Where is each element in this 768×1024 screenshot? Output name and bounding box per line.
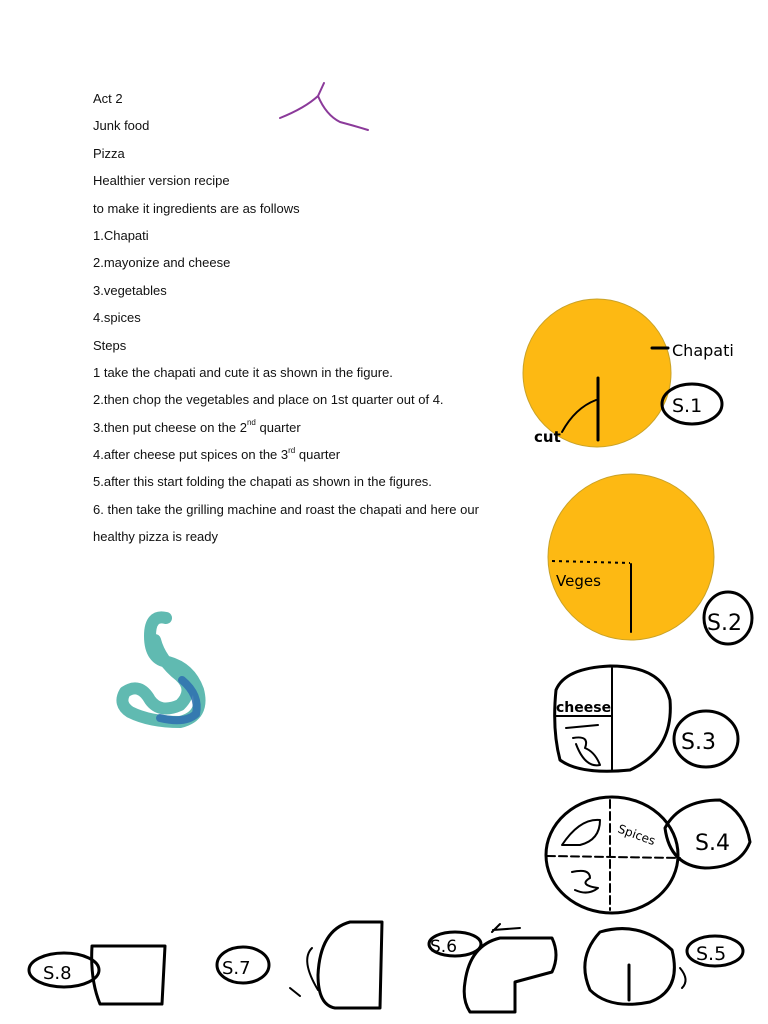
- label-s4: S.4: [695, 831, 730, 856]
- sticker-swirl: [122, 617, 199, 722]
- doc-dish: Pizza: [93, 145, 125, 161]
- step-4-sup: rd: [288, 445, 296, 455]
- veges-label: Veges: [556, 572, 601, 590]
- circle-s4: [546, 797, 678, 913]
- ingredient-item: 2.mayonize and cheese: [93, 255, 231, 271]
- step-4-text: 4.after cheese put spices on the 3: [93, 447, 289, 463]
- cheese-squiggle: [566, 725, 600, 765]
- galaxy-sticker: [122, 617, 199, 722]
- figure-s1: [523, 299, 734, 447]
- step-2: 2.then chop the vegetables and place on 1st quarter out of 4.: [93, 392, 444, 408]
- purple-squiggle: [280, 83, 368, 130]
- quarter-line-s3: [556, 668, 612, 770]
- cut-label: cut: [534, 428, 561, 446]
- step-3-tail: quarter: [255, 419, 301, 435]
- veges-squiggle-s4: [562, 820, 600, 845]
- step-3-text: 3.then put cheese on the 2: [93, 419, 247, 435]
- doc-title: Act 2: [93, 91, 123, 106]
- arrow-s6: [492, 924, 520, 932]
- label-s7: S.7: [222, 958, 251, 979]
- label-s6: S.6: [430, 937, 458, 957]
- ingredient-item: 3.vegetables: [93, 282, 167, 298]
- label-s1: S.1: [672, 395, 703, 417]
- label-s3: S.3: [681, 730, 716, 755]
- hook-s5: [680, 968, 686, 988]
- figure-s2: [548, 474, 752, 644]
- figure-s3: [555, 666, 738, 771]
- ingredient-item: 1.Chapati: [93, 227, 149, 243]
- figure-s5: [585, 929, 743, 1005]
- figure-s8: [29, 946, 165, 1004]
- doc-topic: Junk food: [93, 118, 150, 134]
- chapati-label: Chapati: [672, 341, 734, 360]
- shape-s7: [318, 922, 382, 1008]
- ingredient-item: 4.spices: [93, 310, 141, 326]
- step-5: 5.after this start folding the chapati as shown in the figures.: [93, 474, 432, 490]
- step-1: 1 take the chapati and cute it as shown in the figure.: [93, 364, 393, 380]
- fold-mark-s7: [290, 948, 318, 996]
- label-s8: S.8: [43, 963, 72, 984]
- step-3-sup: nd: [246, 418, 256, 428]
- cheese-squiggle-s4: [572, 871, 598, 893]
- cheese-label: cheese: [556, 700, 612, 716]
- figure-s6: [429, 924, 556, 1012]
- label-s5: S.5: [696, 943, 727, 965]
- spices-label: Spices: [615, 821, 658, 849]
- steps-heading: Steps: [93, 337, 127, 353]
- step-6-line-1: 6. then take the grilling machine and roast the chapati and here our: [93, 501, 479, 517]
- label-s2: S.2: [707, 611, 742, 636]
- figure-s4: [546, 797, 750, 913]
- step-6-line-2: healthy pizza is ready: [93, 529, 219, 545]
- doc-intro: to make it ingredients are as follows: [93, 200, 300, 216]
- doc-subtitle: Healthier version recipe: [93, 173, 230, 189]
- figure-s7: [217, 922, 382, 1008]
- shape-s8: [92, 946, 165, 1004]
- step-4-tail: quarter: [295, 447, 341, 463]
